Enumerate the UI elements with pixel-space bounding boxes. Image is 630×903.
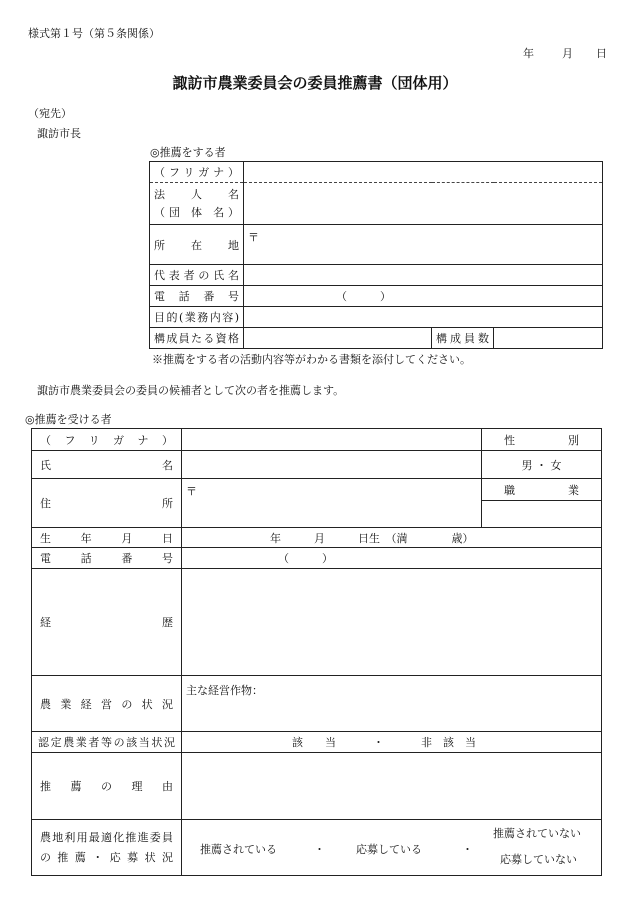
purpose-label: 目的(業務内容) xyxy=(150,307,244,328)
recommender-table xyxy=(149,161,603,349)
gender-label: 性別 xyxy=(482,429,602,451)
promo-dot-2: ・ xyxy=(462,842,473,856)
recommender-phone-field[interactable]: （ ） xyxy=(244,286,603,307)
recommender-address-label: 所 在 地 xyxy=(150,225,244,265)
farming-status-field[interactable] xyxy=(182,676,602,732)
addressee-name: 諏訪市長 xyxy=(37,127,81,140)
promo-dot-1: ・ xyxy=(314,842,325,856)
representative-label: 代表者の氏名 xyxy=(150,265,244,286)
promo-option-not-applied[interactable]: 応募していない xyxy=(500,852,577,866)
reason-label: 推薦の理由 xyxy=(32,753,182,820)
recommendee-furigana-field[interactable] xyxy=(182,429,482,451)
recommendation-statement: 諏訪市農業委員会の委員の候補者として次の者を推薦します。 xyxy=(37,384,345,397)
addressee-label: （宛先） xyxy=(28,107,72,120)
recommendee-phone-label: 電話番号 xyxy=(32,548,182,569)
date-year: 年 xyxy=(523,47,534,60)
recommendee-address-label: 住所 xyxy=(32,479,182,528)
promo-option-not-recommended[interactable]: 推薦されていない xyxy=(493,826,581,840)
career-field[interactable] xyxy=(182,569,602,676)
occupation-label: 職業 xyxy=(482,479,602,501)
purpose-field[interactable] xyxy=(244,307,603,328)
promotion-label-line1: 農地利用最適化推進委員 xyxy=(40,830,173,844)
representative-field[interactable] xyxy=(244,265,603,286)
postal-mark: 〒 xyxy=(248,231,259,244)
recommender-corp-name-field[interactable] xyxy=(244,183,603,225)
certified-status-field[interactable] xyxy=(182,732,602,753)
promotion-status-label xyxy=(32,820,182,876)
reason-field[interactable] xyxy=(182,753,602,820)
form-number: 様式第１号（第５条関係） xyxy=(28,27,160,40)
recommendee-name-field[interactable] xyxy=(182,451,482,479)
recommender-furigana-field[interactable] xyxy=(244,162,603,183)
recommender-address-field[interactable] xyxy=(244,225,603,265)
birthdate-field[interactable]: 年 月 日生 （満 歳） xyxy=(182,528,602,548)
member-count-label: 構成員数 xyxy=(432,328,494,349)
recommender-section-title: ◎推薦をする者 xyxy=(150,146,226,159)
recommendee-section-title: ◎推薦を受ける者 xyxy=(25,413,112,426)
qualification-label: 構成員たる資格 xyxy=(150,328,244,349)
farming-status-label: 農業経営の状況 xyxy=(32,676,182,732)
recommendee-phone-field[interactable]: （ ） xyxy=(182,548,602,569)
promo-option-recommended[interactable]: 推薦されている xyxy=(200,842,277,856)
date-day: 日 xyxy=(596,47,607,60)
recommendee-address-field[interactable] xyxy=(182,479,482,528)
qualification-field[interactable] xyxy=(244,328,432,349)
recommendee-name-label: 氏名 xyxy=(32,451,182,479)
promo-option-applied[interactable]: 応募している xyxy=(356,842,422,856)
separator-dot: ・ xyxy=(373,736,384,749)
main-crops-label: 主な経営作物： xyxy=(186,684,263,697)
corp-name-subtext: （団 体 名） xyxy=(154,205,239,219)
certified-status-label: 認定農業者等の該当状況 xyxy=(32,732,182,753)
gender-options[interactable]: 男 ・ 女 xyxy=(482,451,602,479)
corp-name-text: 法 人 名 xyxy=(154,187,239,201)
recommendee-table xyxy=(31,428,602,876)
document-title: 諏訪市農業委員会の委員推薦書（団体用） xyxy=(172,74,458,92)
applicable-option[interactable]: 該 当 xyxy=(292,736,336,749)
not-applicable-option[interactable]: 非 該 当 xyxy=(421,736,476,749)
attachment-note: ※推薦をする者の活動内容等がわかる書類を添付してください。 xyxy=(152,353,471,366)
member-count-field[interactable] xyxy=(494,328,603,349)
occupation-field[interactable] xyxy=(482,501,602,528)
postal-mark-2: 〒 xyxy=(186,485,197,498)
promotion-status-field[interactable] xyxy=(182,820,602,876)
recommendee-furigana-label: （フリガナ） xyxy=(32,429,182,451)
promotion-label-line2: の推薦・応募状況 xyxy=(40,850,173,864)
birthdate-label: 生年月日 xyxy=(32,528,182,548)
recommender-corp-name-label xyxy=(150,183,244,225)
recommender-furigana-label: （フリガナ） xyxy=(150,162,244,183)
career-label: 経歴 xyxy=(32,569,182,676)
date-month: 月 xyxy=(562,47,573,60)
recommender-phone-label: 電 話 番 号 xyxy=(150,286,244,307)
